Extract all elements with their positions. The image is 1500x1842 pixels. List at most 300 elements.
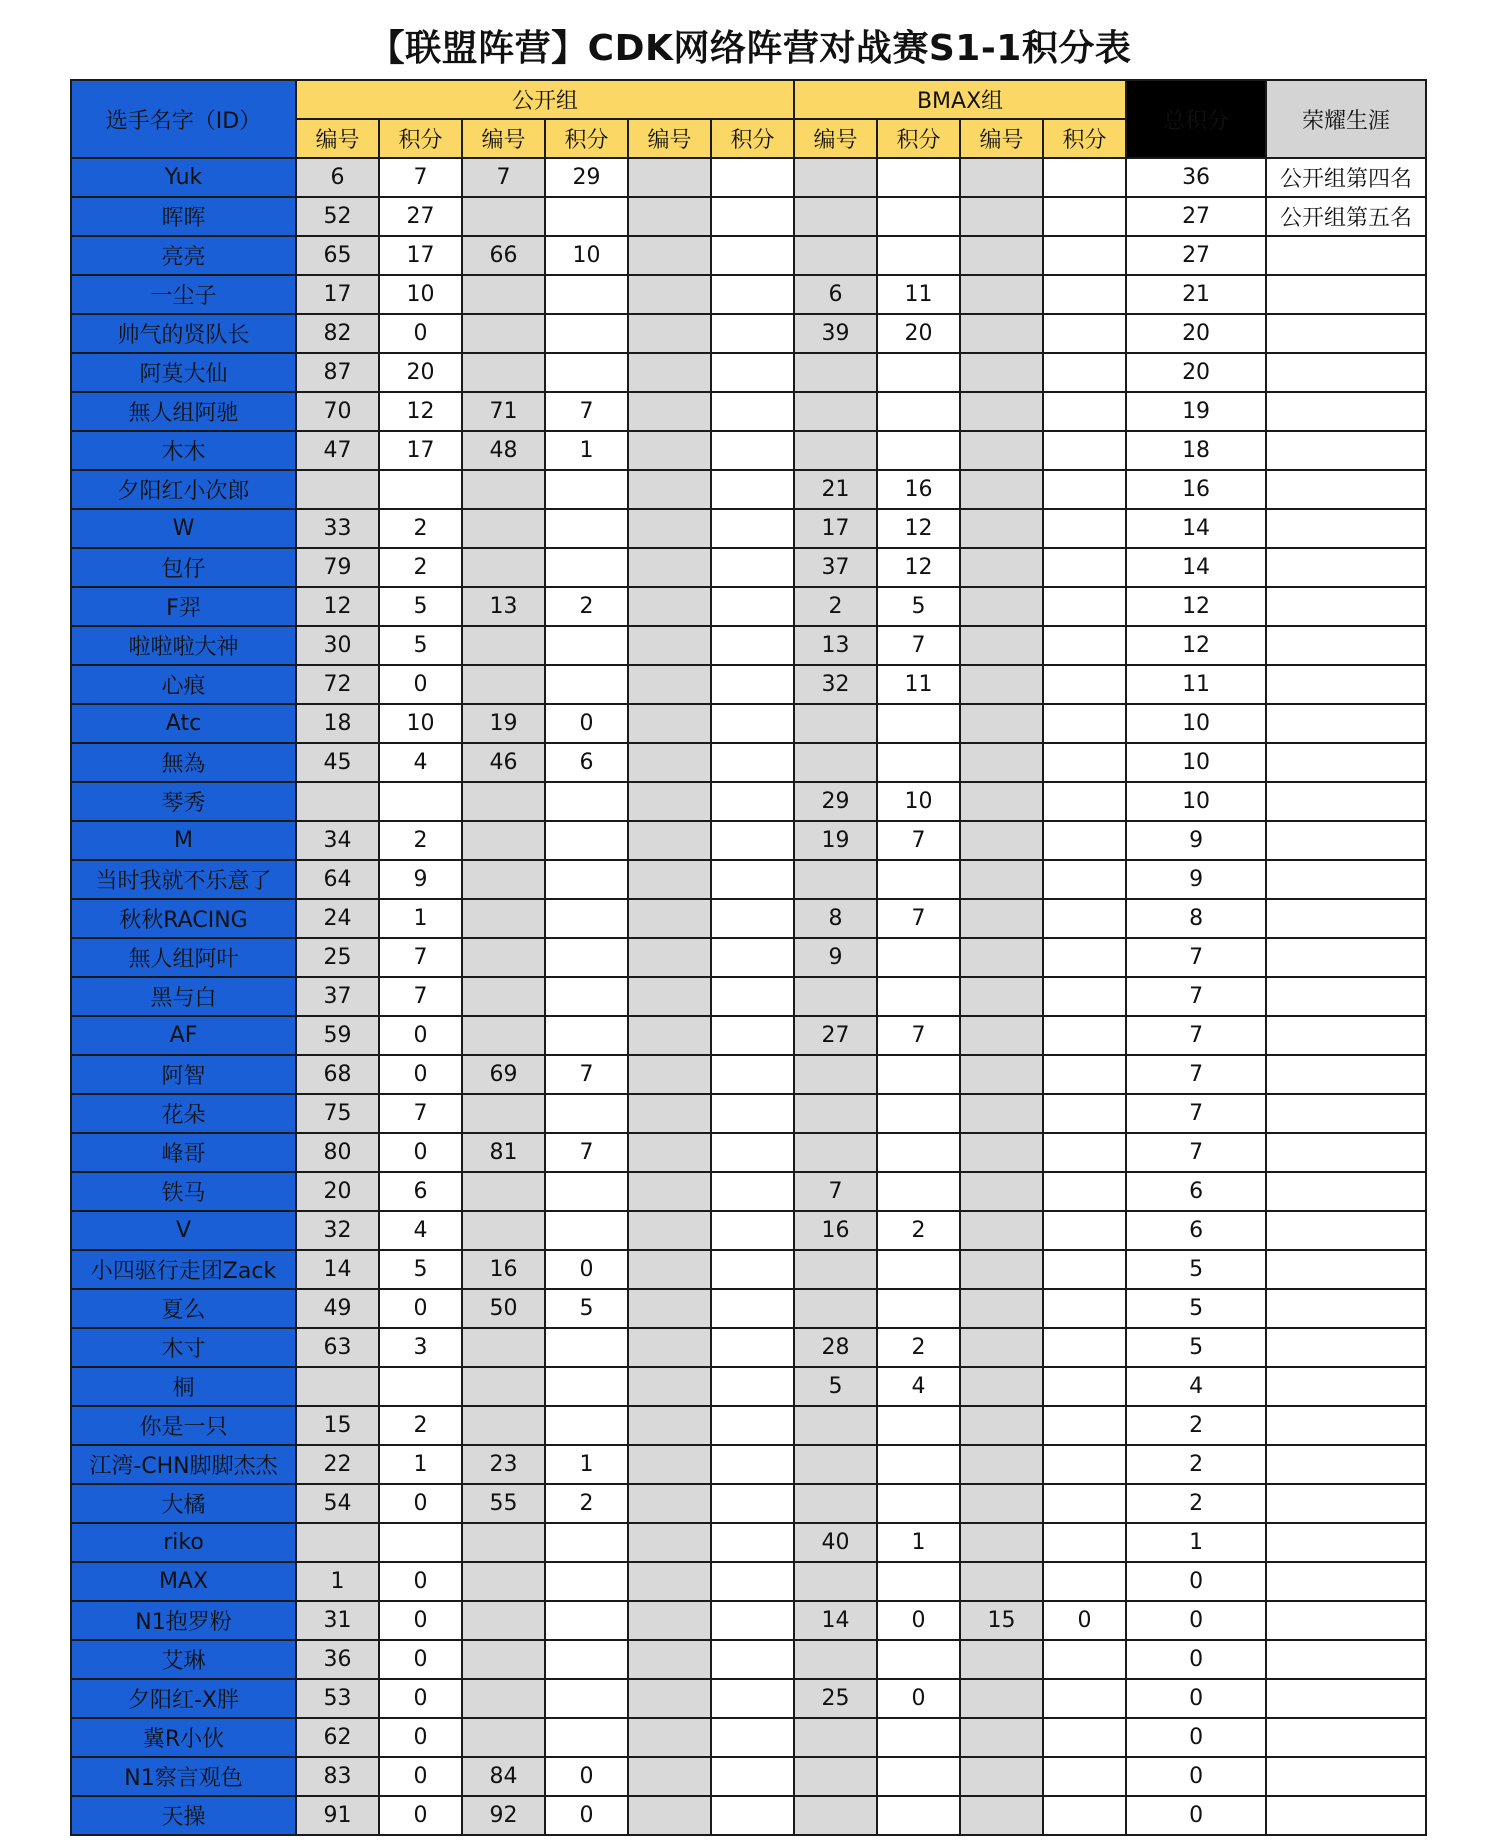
total-points-cell: 2 <box>1126 1484 1266 1523</box>
entry-points-cell: 27 <box>379 197 462 236</box>
entry-points-cell: 0 <box>379 1718 462 1757</box>
glory-career-cell: 公开组第五名 <box>1266 197 1426 236</box>
entry-number-cell: 70 <box>296 392 379 431</box>
table-row <box>71 1757 1426 1796</box>
entry-number-cell <box>794 431 877 470</box>
table-row <box>71 587 1426 626</box>
entry-number-cell <box>462 353 545 392</box>
entry-number-cell: 48 <box>462 431 545 470</box>
entry-number-cell <box>960 626 1043 665</box>
entry-points-cell <box>711 1016 794 1055</box>
entry-points-cell <box>877 1718 960 1757</box>
entry-number-cell: 8 <box>794 899 877 938</box>
entry-points-cell <box>1043 548 1126 587</box>
entry-points-cell <box>711 1289 794 1328</box>
entry-number-cell: 69 <box>462 1055 545 1094</box>
table-row <box>71 899 1426 938</box>
entry-points-cell <box>711 587 794 626</box>
entry-number-cell: 15 <box>960 1601 1043 1640</box>
entry-points-cell: 11 <box>877 665 960 704</box>
total-points-cell: 19 <box>1126 392 1266 431</box>
total-points-cell: 2 <box>1126 1445 1266 1484</box>
entry-points-cell: 7 <box>877 821 960 860</box>
total-points-cell: 7 <box>1126 1055 1266 1094</box>
entry-points-cell <box>877 1055 960 1094</box>
entry-points-cell: 0 <box>379 1796 462 1835</box>
entry-points-cell <box>1043 977 1126 1016</box>
player-name: 夕阳红小次郎 <box>71 470 296 509</box>
entry-points-cell <box>877 1250 960 1289</box>
entry-number-cell <box>628 1133 711 1172</box>
entry-number-cell: 63 <box>296 1328 379 1367</box>
entry-number-cell <box>960 1484 1043 1523</box>
entry-number-cell <box>628 1796 711 1835</box>
total-points-cell: 11 <box>1126 665 1266 704</box>
glory-career-cell <box>1266 587 1426 626</box>
table-row <box>71 1250 1426 1289</box>
player-name: 阿莫大仙 <box>71 353 296 392</box>
glory-career-cell <box>1266 977 1426 1016</box>
points-header: 积分 <box>877 119 960 158</box>
entry-points-cell: 0 <box>379 1289 462 1328</box>
entry-number-cell: 80 <box>296 1133 379 1172</box>
entry-number-cell <box>960 1328 1043 1367</box>
table-row <box>71 1016 1426 1055</box>
entry-number-cell <box>462 509 545 548</box>
entry-number-cell: 17 <box>794 509 877 548</box>
table-row <box>71 1445 1426 1484</box>
table-row <box>71 470 1426 509</box>
entry-number-cell <box>628 704 711 743</box>
entry-number-cell <box>960 509 1043 548</box>
entry-number-cell: 20 <box>296 1172 379 1211</box>
entry-number-cell: 40 <box>794 1523 877 1562</box>
entry-points-cell <box>545 1406 628 1445</box>
total-points-cell: 36 <box>1126 158 1266 197</box>
table-row <box>71 1640 1426 1679</box>
total-points-cell: 4 <box>1126 1367 1266 1406</box>
entry-points-cell <box>711 1523 794 1562</box>
entry-points-cell <box>1043 1172 1126 1211</box>
entry-number-cell <box>628 1484 711 1523</box>
entry-points-cell <box>379 1367 462 1406</box>
entry-number-cell <box>462 977 545 1016</box>
entry-number-cell: 27 <box>794 1016 877 1055</box>
entry-points-cell <box>711 470 794 509</box>
glory-career-cell <box>1266 509 1426 548</box>
entry-number-cell: 91 <box>296 1796 379 1835</box>
entry-number-cell <box>794 1445 877 1484</box>
glory-career-cell <box>1266 1250 1426 1289</box>
entry-points-cell: 5 <box>379 1250 462 1289</box>
table-row <box>71 1562 1426 1601</box>
glory-career-cell <box>1266 1211 1426 1250</box>
entry-number-cell: 29 <box>794 782 877 821</box>
entry-points-cell <box>711 704 794 743</box>
entry-number-cell <box>628 1367 711 1406</box>
entry-points-cell <box>877 1445 960 1484</box>
entry-points-cell <box>877 977 960 1016</box>
entry-points-cell <box>545 782 628 821</box>
entry-points-cell <box>545 1601 628 1640</box>
glory-career-cell <box>1266 392 1426 431</box>
entry-points-cell: 1 <box>877 1523 960 1562</box>
player-name: F羿 <box>71 587 296 626</box>
entry-points-cell: 6 <box>545 743 628 782</box>
entry-points-cell: 0 <box>379 1601 462 1640</box>
entry-points-cell <box>1043 1796 1126 1835</box>
entry-number-cell: 14 <box>794 1601 877 1640</box>
table-header <box>71 80 1426 158</box>
entry-points-cell <box>545 1172 628 1211</box>
entry-points-cell <box>877 1406 960 1445</box>
entry-number-cell <box>960 977 1043 1016</box>
glory-career-cell <box>1266 1757 1426 1796</box>
entry-points-cell <box>1043 1523 1126 1562</box>
entry-points-cell: 2 <box>379 821 462 860</box>
glory-career-cell <box>1266 1289 1426 1328</box>
entry-points-cell <box>1043 1679 1126 1718</box>
entry-number-cell <box>960 938 1043 977</box>
glory-career-cell <box>1266 821 1426 860</box>
glory-career-cell <box>1266 1367 1426 1406</box>
entry-number-cell <box>462 821 545 860</box>
entry-points-cell: 7 <box>379 938 462 977</box>
entry-number-cell <box>462 1016 545 1055</box>
entry-points-cell: 2 <box>545 587 628 626</box>
player-name: 包仔 <box>71 548 296 587</box>
entry-points-cell <box>1043 1016 1126 1055</box>
total-points-cell: 0 <box>1126 1757 1266 1796</box>
table-row <box>71 1601 1426 1640</box>
entry-number-cell <box>462 665 545 704</box>
entry-number-cell <box>462 1172 545 1211</box>
entry-points-cell <box>877 392 960 431</box>
entry-points-cell <box>1043 1328 1126 1367</box>
entry-number-cell: 7 <box>462 158 545 197</box>
total-points-cell: 10 <box>1126 782 1266 821</box>
player-name: 江湾-CHN脚脚杰杰 <box>71 1445 296 1484</box>
entry-number-cell <box>462 1640 545 1679</box>
entry-points-cell: 10 <box>379 704 462 743</box>
total-points-cell: 7 <box>1126 1016 1266 1055</box>
total-points-cell: 27 <box>1126 197 1266 236</box>
glory-career-cell <box>1266 626 1426 665</box>
entry-points-cell: 12 <box>877 548 960 587</box>
entry-points-cell <box>545 1328 628 1367</box>
entry-points-cell <box>711 392 794 431</box>
entry-points-cell: 12 <box>379 392 462 431</box>
entry-points-cell: 1 <box>545 431 628 470</box>
entry-number-cell <box>462 1718 545 1757</box>
entry-number-cell: 22 <box>296 1445 379 1484</box>
entry-number-cell <box>628 977 711 1016</box>
entry-points-cell <box>545 353 628 392</box>
entry-points-cell: 10 <box>877 782 960 821</box>
entry-number-cell: 49 <box>296 1289 379 1328</box>
entry-points-cell: 0 <box>379 665 462 704</box>
player-name: M <box>71 821 296 860</box>
entry-number-cell <box>794 743 877 782</box>
number-header: 编号 <box>960 119 1043 158</box>
entry-number-cell <box>960 743 1043 782</box>
entry-number-cell <box>628 548 711 587</box>
entry-points-cell <box>545 821 628 860</box>
entry-points-cell <box>711 938 794 977</box>
entry-number-cell <box>794 197 877 236</box>
entry-points-cell: 2 <box>379 509 462 548</box>
table-row <box>71 743 1426 782</box>
entry-points-cell <box>877 743 960 782</box>
player-name: 阿智 <box>71 1055 296 1094</box>
total-points-cell: 5 <box>1126 1250 1266 1289</box>
entry-points-cell <box>711 548 794 587</box>
entry-number-cell <box>960 1367 1043 1406</box>
entry-points-cell <box>545 1211 628 1250</box>
entry-points-cell: 7 <box>379 1094 462 1133</box>
total-points-cell: 18 <box>1126 431 1266 470</box>
entry-number-cell <box>462 1406 545 1445</box>
glory-career-cell <box>1266 704 1426 743</box>
entry-points-cell <box>711 1367 794 1406</box>
entry-points-cell: 0 <box>545 1796 628 1835</box>
entry-number-cell: 13 <box>794 626 877 665</box>
entry-points-cell <box>711 1679 794 1718</box>
entry-points-cell <box>545 470 628 509</box>
entry-points-cell <box>1043 782 1126 821</box>
entry-points-cell <box>877 1133 960 1172</box>
entry-points-cell <box>877 1640 960 1679</box>
entry-points-cell <box>545 938 628 977</box>
entry-number-cell <box>960 860 1043 899</box>
entry-points-cell <box>545 548 628 587</box>
entry-points-cell: 20 <box>379 353 462 392</box>
entry-points-cell <box>545 1679 628 1718</box>
player-name: 無人组阿叶 <box>71 938 296 977</box>
glory-career-cell <box>1266 1523 1426 1562</box>
player-name: 晖晖 <box>71 197 296 236</box>
player-name: 当时我就不乐意了 <box>71 860 296 899</box>
entry-points-cell: 7 <box>379 158 462 197</box>
entry-number-cell <box>628 197 711 236</box>
entry-points-cell <box>379 1523 462 1562</box>
entry-points-cell: 0 <box>379 1562 462 1601</box>
entry-number-cell: 33 <box>296 509 379 548</box>
total-points-cell: 21 <box>1126 275 1266 314</box>
total-points-header: 总积分 <box>1126 80 1266 158</box>
entry-points-cell <box>711 314 794 353</box>
entry-points-cell <box>711 353 794 392</box>
entry-number-cell <box>960 665 1043 704</box>
entry-points-cell <box>1043 314 1126 353</box>
player-name: 亮亮 <box>71 236 296 275</box>
entry-points-cell <box>545 626 628 665</box>
entry-number-cell: 45 <box>296 743 379 782</box>
total-points-cell: 9 <box>1126 821 1266 860</box>
entry-number-cell: 50 <box>462 1289 545 1328</box>
entry-number-cell: 14 <box>296 1250 379 1289</box>
entry-number-cell <box>628 626 711 665</box>
entry-points-cell <box>1043 1094 1126 1133</box>
player-name: 冀R小伙 <box>71 1718 296 1757</box>
entry-number-cell <box>296 1367 379 1406</box>
entry-points-cell <box>1043 1211 1126 1250</box>
entry-number-cell <box>462 470 545 509</box>
entry-number-cell: 84 <box>462 1757 545 1796</box>
entry-number-cell <box>628 431 711 470</box>
entry-number-cell: 55 <box>462 1484 545 1523</box>
entry-number-cell <box>794 1133 877 1172</box>
glory-career-cell <box>1266 470 1426 509</box>
entry-points-cell <box>1043 1406 1126 1445</box>
entry-points-cell <box>545 509 628 548</box>
table-row <box>71 704 1426 743</box>
player-name: riko <box>71 1523 296 1562</box>
entry-points-cell <box>711 1250 794 1289</box>
entry-number-cell: 46 <box>462 743 545 782</box>
entry-number-cell <box>462 275 545 314</box>
entry-number-cell <box>462 860 545 899</box>
entry-number-cell <box>960 1796 1043 1835</box>
entry-points-cell <box>711 1211 794 1250</box>
entry-number-cell <box>628 1172 711 1211</box>
entry-points-cell <box>1043 470 1126 509</box>
table-row <box>71 1484 1426 1523</box>
glory-career-cell <box>1266 314 1426 353</box>
entry-number-cell <box>628 470 711 509</box>
entry-points-cell <box>1043 509 1126 548</box>
entry-points-cell: 1 <box>545 1445 628 1484</box>
table-row <box>71 314 1426 353</box>
entry-points-cell: 7 <box>877 626 960 665</box>
entry-points-cell <box>711 977 794 1016</box>
entry-points-cell: 7 <box>379 977 462 1016</box>
entry-points-cell: 3 <box>379 1328 462 1367</box>
entry-points-cell <box>711 1328 794 1367</box>
entry-points-cell: 17 <box>379 236 462 275</box>
entry-number-cell <box>960 314 1043 353</box>
entry-points-cell <box>1043 1718 1126 1757</box>
total-points-cell: 5 <box>1126 1289 1266 1328</box>
table-row <box>71 1211 1426 1250</box>
entry-number-cell <box>794 1796 877 1835</box>
entry-number-cell <box>628 1601 711 1640</box>
entry-points-cell <box>711 626 794 665</box>
entry-points-cell <box>1043 353 1126 392</box>
entry-number-cell: 6 <box>794 275 877 314</box>
entry-number-cell: 15 <box>296 1406 379 1445</box>
entry-number-cell: 18 <box>296 704 379 743</box>
entry-points-cell <box>711 743 794 782</box>
entry-points-cell <box>711 1562 794 1601</box>
player-name: 天操 <box>71 1796 296 1835</box>
entry-number-cell <box>960 899 1043 938</box>
entry-number-cell: 23 <box>462 1445 545 1484</box>
total-points-cell: 27 <box>1126 236 1266 275</box>
entry-number-cell <box>960 1757 1043 1796</box>
entry-number-cell: 7 <box>794 1172 877 1211</box>
entry-number-cell <box>628 782 711 821</box>
entry-number-cell <box>960 1406 1043 1445</box>
entry-number-cell <box>462 1523 545 1562</box>
entry-number-cell <box>794 1289 877 1328</box>
entry-number-cell: 64 <box>296 860 379 899</box>
entry-points-cell <box>1043 1640 1126 1679</box>
entry-points-cell <box>711 236 794 275</box>
total-points-cell: 14 <box>1126 548 1266 587</box>
entry-number-cell <box>462 782 545 821</box>
entry-number-cell <box>462 1094 545 1133</box>
entry-points-cell <box>1043 197 1126 236</box>
entry-points-cell <box>711 1757 794 1796</box>
number-header: 编号 <box>462 119 545 158</box>
entry-number-cell: 28 <box>794 1328 877 1367</box>
entry-points-cell <box>545 1523 628 1562</box>
points-header: 积分 <box>711 119 794 158</box>
points-header: 积分 <box>1043 119 1126 158</box>
entry-points-cell: 0 <box>379 1757 462 1796</box>
table-row <box>71 1289 1426 1328</box>
entry-points-cell <box>1043 626 1126 665</box>
entry-points-cell <box>1043 704 1126 743</box>
entry-number-cell: 52 <box>296 197 379 236</box>
player-name: 黑与白 <box>71 977 296 1016</box>
entry-number-cell <box>960 1445 1043 1484</box>
player-column-header: 选手名字（ID） <box>71 80 296 158</box>
entry-points-cell <box>711 821 794 860</box>
total-points-cell: 10 <box>1126 743 1266 782</box>
number-header: 编号 <box>296 119 379 158</box>
glory-career-cell <box>1266 1406 1426 1445</box>
entry-points-cell: 10 <box>545 236 628 275</box>
glory-career-cell <box>1266 1562 1426 1601</box>
entry-number-cell <box>296 1523 379 1562</box>
table-row <box>71 860 1426 899</box>
entry-number-cell <box>462 1601 545 1640</box>
entry-points-cell: 1 <box>379 899 462 938</box>
entry-number-cell <box>628 353 711 392</box>
total-points-cell: 20 <box>1126 314 1266 353</box>
player-name: 無人组阿驰 <box>71 392 296 431</box>
entry-number-cell <box>628 1523 711 1562</box>
entry-points-cell <box>877 236 960 275</box>
entry-number-cell: 92 <box>462 1796 545 1835</box>
entry-number-cell: 54 <box>296 1484 379 1523</box>
player-name: 無為 <box>71 743 296 782</box>
entry-number-cell <box>462 1679 545 1718</box>
glory-career-cell <box>1266 1718 1426 1757</box>
player-name: 桐 <box>71 1367 296 1406</box>
table-row <box>71 1172 1426 1211</box>
entry-points-cell <box>379 782 462 821</box>
total-points-cell: 7 <box>1126 938 1266 977</box>
entry-number-cell: 37 <box>794 548 877 587</box>
entry-number-cell <box>628 509 711 548</box>
entry-points-cell <box>711 158 794 197</box>
entry-points-cell: 2 <box>379 1406 462 1445</box>
entry-number-cell: 36 <box>296 1640 379 1679</box>
glory-career-cell <box>1266 236 1426 275</box>
glory-career-cell: 公开组第四名 <box>1266 158 1426 197</box>
glory-career-cell <box>1266 1172 1426 1211</box>
entry-number-cell: 13 <box>462 587 545 626</box>
total-points-cell: 6 <box>1126 1211 1266 1250</box>
entry-points-cell <box>1043 821 1126 860</box>
entry-number-cell: 71 <box>462 392 545 431</box>
entry-points-cell: 16 <box>877 470 960 509</box>
entry-number-cell <box>462 1328 545 1367</box>
entry-number-cell <box>462 548 545 587</box>
